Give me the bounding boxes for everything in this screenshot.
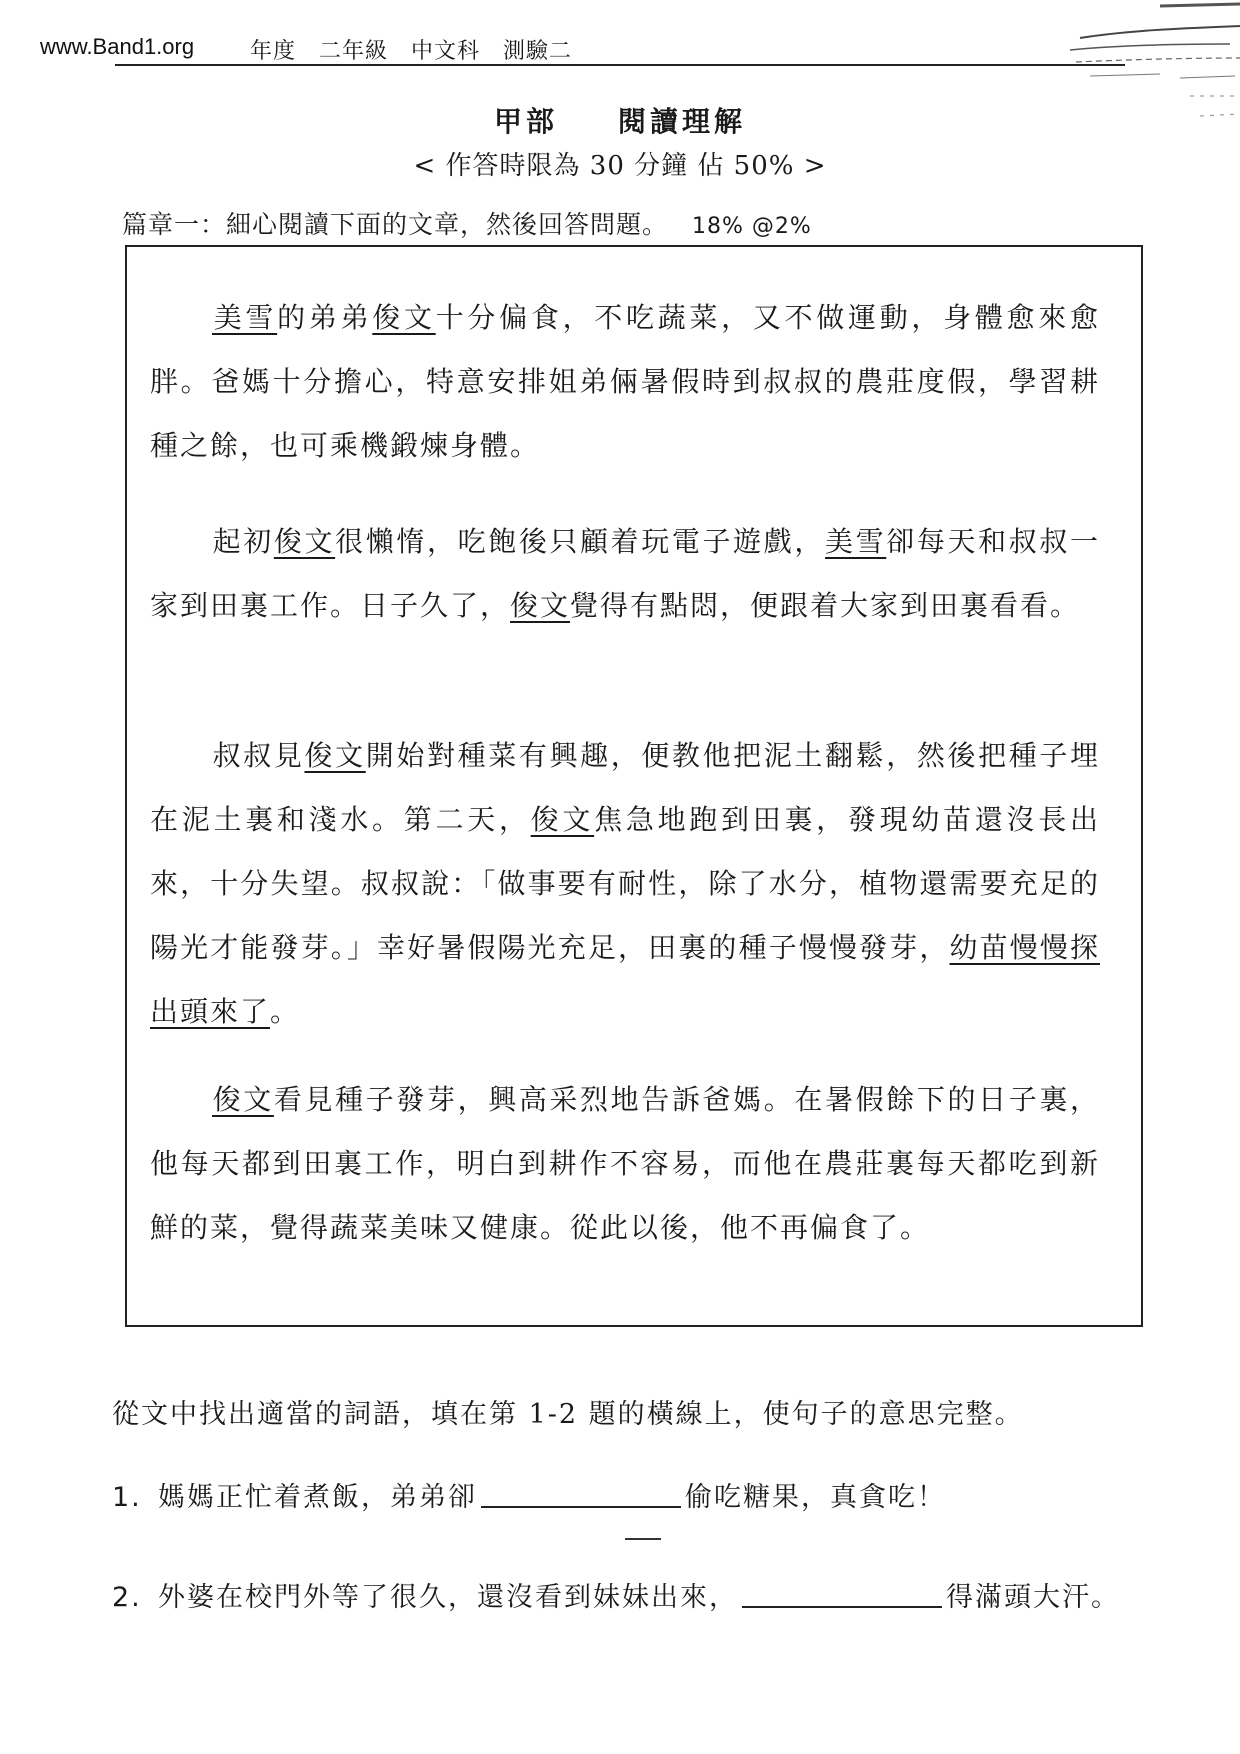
question-number: 2. <box>112 1582 142 1613</box>
site-url: www.Band1.org <box>40 34 195 59</box>
character-name: 俊文 <box>510 589 571 622</box>
question-text: 媽媽正忙着煮飯，弟弟卻 <box>158 1482 477 1513</box>
question-text: 得滿頭大汗。 <box>946 1582 1120 1613</box>
passage-text: 看見種子發芽，興高采烈地告訴爸媽。在暑假餘下的日子裏，他每天都到田裏工作，明白到耕作不容易，而他在農莊裏每天都吃到新鮮的菜，覺得蔬菜美味又健康。從此以後，他不再偏食了。 <box>150 1083 1100 1244</box>
chapter-instruction-text: 篇章一：細心閱讀下面的文章，然後回答問題。 <box>122 210 669 239</box>
passage-text: 起初 <box>212 525 274 558</box>
passage-text: 十分偏食，不吃蔬菜，又不做運動，身體愈來愈胖。爸媽十分擔心，特意安排姐弟倆暑假時到叔叔的農莊度假，學習耕種之餘，也可乘機鍛煉身體。 <box>150 301 1100 462</box>
question-2 <box>112 1575 1120 1614</box>
character-name: 俊文 <box>212 1083 274 1116</box>
character-name: 美雪 <box>212 301 278 334</box>
answer-blank-1[interactable] <box>481 1480 681 1508</box>
section-part: 甲部 <box>493 105 558 138</box>
passage-text: 的弟弟 <box>277 301 373 334</box>
section-name: 閱讀理解 <box>618 105 747 138</box>
character-name: 俊文 <box>273 525 336 558</box>
header-rule <box>115 64 1125 66</box>
question-number: 1. <box>112 1482 142 1513</box>
passage-paragraph-3 <box>150 724 1100 1044</box>
passage-paragraph-2 <box>150 510 1100 638</box>
passage-text: 很懶惰，吃飽後只顧着玩電子遊戲， <box>335 525 825 558</box>
passage-paragraph-4 <box>150 1068 1100 1260</box>
passage-text: 覺得有點悶，便跟着大家到田裏看看。 <box>570 589 1081 622</box>
character-name: 俊文 <box>530 803 595 836</box>
character-name: 俊文 <box>304 739 366 772</box>
passage-text: 卻每天和叔叔一家到田裏工作。日子久了， <box>150 525 1100 622</box>
exam-header: 年度 二年級 中文科 測驗二 <box>250 39 573 64</box>
character-name: 美雪 <box>825 525 887 558</box>
question-text: 偷吃糖果，真貪吃！ <box>685 1482 946 1513</box>
question-text: 外婆在校門外等了很久，還沒看到妹妹出來， <box>158 1582 738 1613</box>
stray-mark <box>625 1538 661 1540</box>
chapter-marks: 18% @2% <box>692 214 812 239</box>
passage-text: 開始對種菜有興趣，便教他把泥土翻鬆，然後把種子埋在泥土裏和淺水。第二天， <box>150 739 1100 836</box>
time-limit: < 作答時限為 30 分鐘 佔 50% > <box>413 151 827 181</box>
passage-text: 叔叔見 <box>212 739 305 772</box>
question-1 <box>112 1475 946 1514</box>
passage-paragraph-1 <box>150 286 1100 478</box>
answer-blank-2[interactable] <box>742 1580 942 1608</box>
section-title <box>0 100 1240 140</box>
underlined-phrase: 幼苗慢慢探出頭來了 <box>150 931 1100 1028</box>
question-instruction: 從文中找出適當的詞語，填在第 1-2 題的橫線上，使句子的意思完整。 <box>112 1399 1024 1430</box>
passage-text: 。 <box>270 995 301 1028</box>
character-name: 俊文 <box>372 301 436 334</box>
passage-text: 焦急地跑到田裏，發現幼苗還沒長出來，十分失望。叔叔說：「做事要有耐性，除了水分，植物還需要充足的陽光才能發芽。」幸好暑假陽光充足，田裏的種子慢慢發芽， <box>150 803 1100 964</box>
chapter-instruction <box>122 205 812 241</box>
